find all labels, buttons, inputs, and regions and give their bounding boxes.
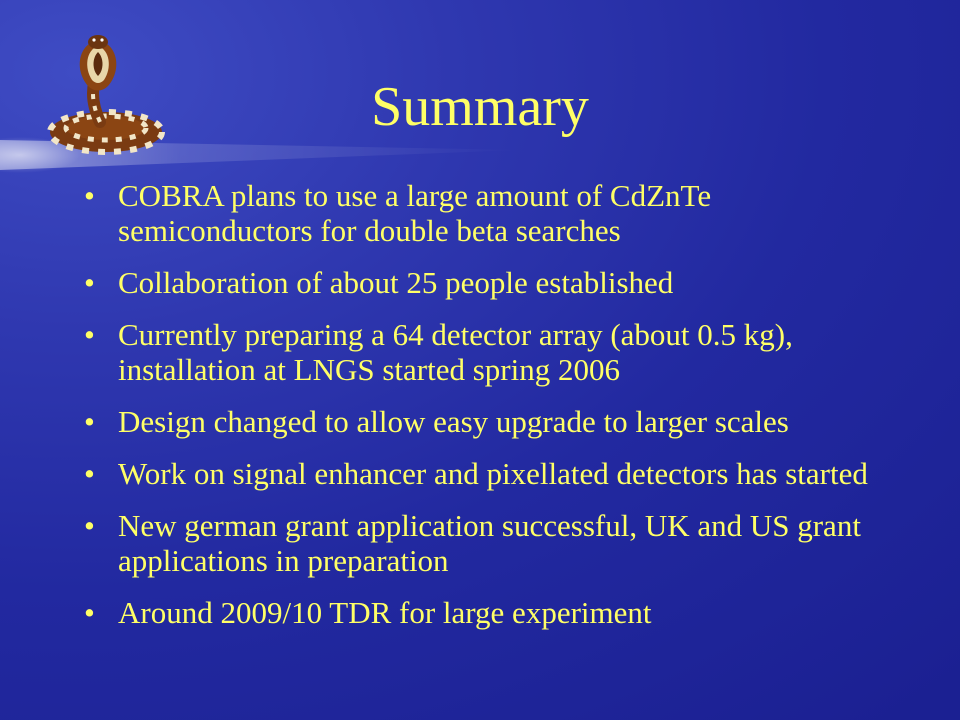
bullet-item [82,317,882,387]
bullet-marker: • [84,265,95,300]
bullet-text: Currently preparing a 64 detector array (about 0.5 kg), installation at LNGS started spring 2006 [118,317,793,387]
bullet-item [82,265,882,300]
bullet-item [82,404,882,439]
bullet-text: COBRA plans to use a large amount of CdZnTe semiconductors for double beta searches [118,178,712,248]
bullet-marker: • [84,317,95,352]
slide-title: Summary [371,76,589,138]
bullet-item [82,595,882,630]
bullet-text: Around 2009/10 TDR for large experiment [118,595,652,630]
bullet-marker: • [84,508,95,543]
bullet-text: Work on signal enhancer and pixellated detectors has started [118,456,868,491]
bullet-marker: • [84,178,95,213]
bullet-item [82,178,882,248]
bullet-text: Collaboration of about 25 people established [118,265,674,300]
bullet-text: New german grant application successful, UK and US grant applications in preparation [118,508,861,578]
bullet-item [82,508,882,578]
bullet-list [82,178,882,647]
bullet-marker: • [84,456,95,491]
bullet-marker: • [84,404,95,439]
bullet-text: Design changed to allow easy upgrade to larger scales [118,404,789,439]
bullet-item [82,456,882,491]
bullet-marker: • [84,595,95,630]
